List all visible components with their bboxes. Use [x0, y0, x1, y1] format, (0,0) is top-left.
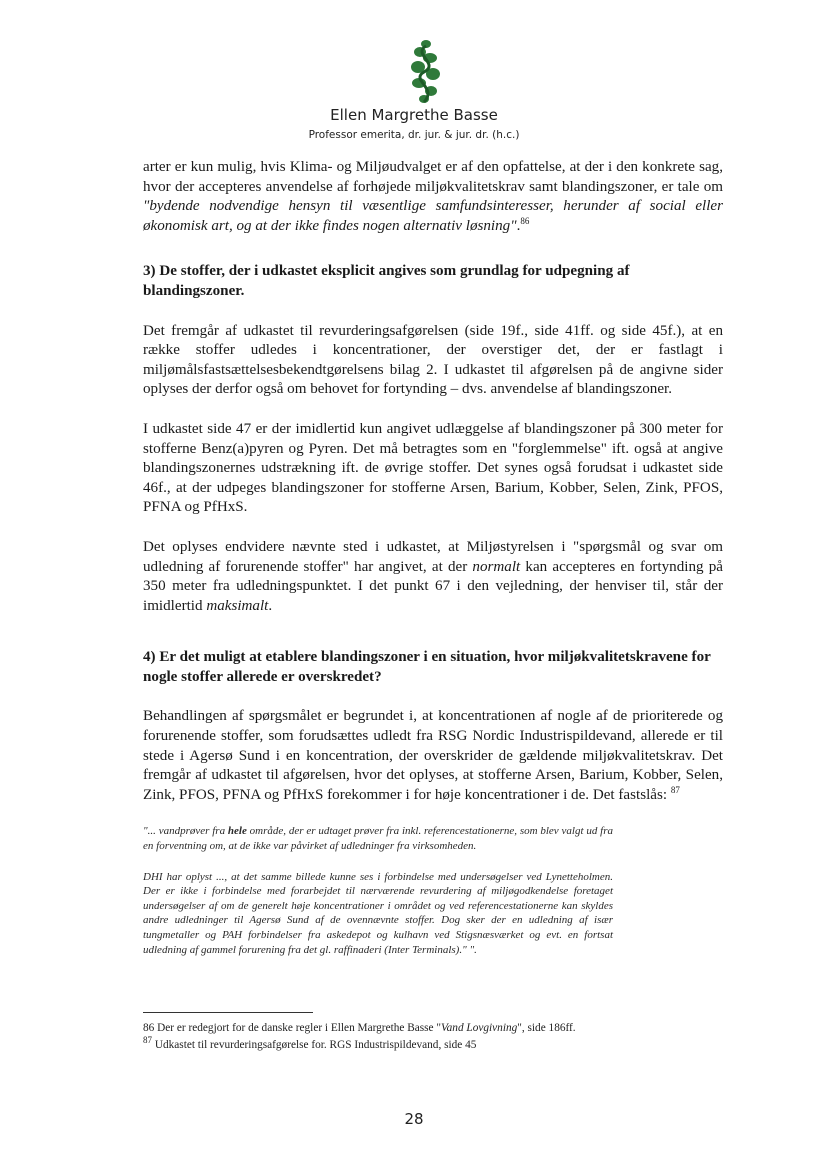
text-run: kan accepteres en fortynding på 350 meter fra udledningspunktet. I det punkt 67 i den vejledning, der henviser til, står der imidlertid	[143, 558, 723, 614]
author-name: Ellen Margrethe Basse	[330, 106, 498, 124]
footnote-86	[143, 1022, 743, 1034]
emphasis-maksimalt: maksimalt	[206, 597, 269, 614]
seahorse-logo-icon	[404, 38, 448, 106]
paragraph-4	[143, 538, 723, 616]
text-run: område, der er udtaget prøver fra inkl. referencestationerne, som blev valgt ud fra en forventning om, at de ikke var påvirket af udledninger fra virksomheden.	[143, 825, 613, 853]
footnote-book-title: Vand Lovgivning	[441, 1022, 518, 1034]
blockquote-2: DHI har oplyst ..., at det samme billede kunne ses i forbindelse med undersøgelser ved Lynetteholmen. Der er ikke i forbindelse med forarbejdet til nærværende revurdering af miljøgodkendelse foretaget undersøgelser af om de generelt høje koncentrationer i området og ved referencestationerne kan skyldes andre udledninger til Agersø Sund af de ovennævnte stoffer. Dog sker der en udledning af især tungmetaller og PAH forbindelser fra askedepot og kulhavn ved Stigsnæsværket og evt. en fortsat udledning af gammel forurening fra det gl. raffinaderi (Inter Terminals)." ".	[143, 870, 613, 956]
emphasis-normalt: normalt	[472, 558, 521, 575]
paragraph-2: Det fremgår af udkastet til revurderingsafgørelsen (side 19f., side 41ff. og side 45f.), at en række stoffer udledes i koncentrationer, der overstiger det, der er fastlagt i miljømålsfastsættelsesbekendtgørelsens bilag 2. I udkastet til afgørelsen på de angivne sider oplyses der derfor også om behovet for fortynding – dvs. anvendelse af blandingszoner.	[143, 322, 723, 398]
footnote-ref-87[interactable]: 87	[670, 784, 680, 795]
text-run: Udkastet til revurderingsafgørelse for. RGS Industrispildevand, side 45	[152, 1039, 477, 1051]
paragraph-3: I udkastet side 47 er der imidlertid kun angivet udlæggelse af blandingszoner på 300 meter for stofferne Benz(a)pyren og Pyren. Det må betragtes som en "forglemmelse" ift. også at angive blandingszonernes udstrækning ift. de øvrige stoffer. Det synes også forudsat i udkastet side 46f., at der udpeges blandingszoner for stofferne Arsen, Barium, Kobber, Selen, Zink, PFOS, PFNA og PfHxS.	[143, 420, 723, 516]
bold-hele: hele	[227, 825, 247, 838]
text-run: Det oplyses endvidere nævnte sted i udkastet, at Miljøstyrelsen i "spørgsmål og svar om udledning af forurenende stoffer" har angivet, at der	[143, 538, 723, 575]
text-run: .	[268, 597, 273, 614]
footnote-separator	[143, 1012, 313, 1013]
footnote-87	[143, 1035, 743, 1051]
section-heading-3: 3) De stoffer, der i udkastet eksplicit angives som grundlag for udpegning af blandingszoner.	[143, 263, 630, 299]
paragraph-1	[143, 158, 723, 236]
quote-run: "bydende nodvendige hensyn til væsentlige samfundsinteresser, herunder af social eller økonomisk art, og at der ikke findes nogen alternativ løsning"	[143, 198, 723, 234]
section-heading-4: 4) Er det muligt at etablere blandingszoner i en situation, hvor miljøkvalitetskravene for nogle stoffer allerede er overskredet?	[143, 649, 711, 685]
text-run: 86 Der er redegjort for de danske regler i Ellen Margrethe Basse "	[143, 1022, 442, 1034]
author-title: Professor emerita, dr. jur. & jur. dr. (h.c.)	[308, 129, 520, 141]
page-number: 28	[404, 1110, 424, 1128]
text-run: arter er kun mulig, hvis Klima- og Miljøudvalget er af den opfattelse, at der i den konkrete sag, hvor der accepteres anvendelse af forhøjede miljøkvalitetskrav samt blandingszoner, er tale om	[143, 159, 723, 195]
document-body	[143, 158, 723, 957]
text-run: Behandlingen af spørgsmålet er begrundet i, at koncentrationen af nogle af de prioriterede og forurenende stoffer, som forudsættes udledt fra RSG Nordic Industrispildevand, allerede er til stede i Agersø Sund i en koncentration, der overskrider de gældende miljøkvalitetskrav. Det fremgår af udkastet til afgørelsen, hvor det oplyses, at stofferne Arsen, Barium, Kobber, Selen, Zink, PFOS, PFNA og PfHxS forekommer i for høje koncentrationer i de. Det fastslås:	[143, 708, 723, 803]
blockquote-1	[143, 824, 613, 853]
text-run: ", side 186ff.	[517, 1022, 576, 1034]
text-run: "... vandprøver fra	[143, 825, 228, 838]
text-run: .	[516, 217, 521, 234]
footnote-number: 87	[143, 1035, 152, 1046]
paragraph-5	[143, 707, 723, 805]
footnote-ref-86[interactable]: 86	[520, 215, 530, 226]
